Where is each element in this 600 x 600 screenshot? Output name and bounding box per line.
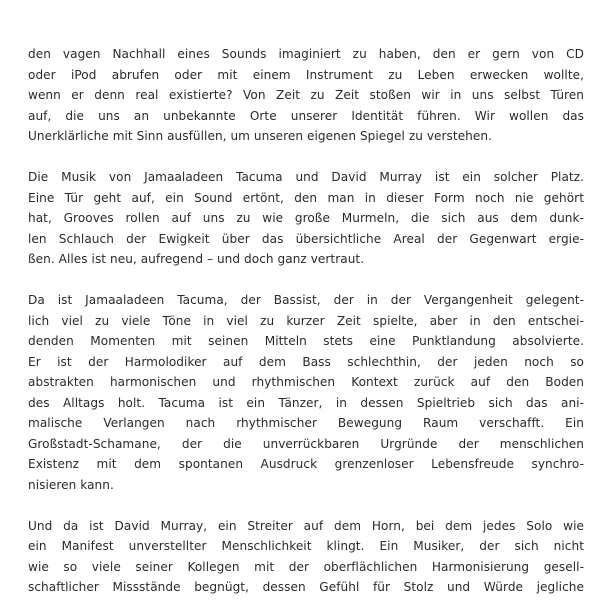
text-line: nisieren kann. [28, 477, 114, 492]
text-line: Existenz mit dem spontanen Ausdruck grenzenloser Lebensfreude synchro- [28, 457, 584, 471]
text-line: abstrakten harmonischen und rhythmischen Kontext zurück auf den Boden [28, 375, 584, 389]
text-line: ein Manifest unverstellter Menschlichkeit klingt. Ein Musiker, der sich nicht [28, 539, 584, 553]
body-text [28, 44, 584, 600]
text-line: Da ist Jamaaladeen Tacuma, der Bassist, der in der Vergangenheit gelegent- [28, 293, 584, 307]
text-line: Unerklärliche mit Sinn ausfüllen, um unseren eigenen Spiegel zu verstehen. [28, 129, 492, 143]
paragraph-3 [28, 290, 584, 495]
text-line: den vagen Nachhall eines Sounds imaginiert zu haben, den er gern von CD [28, 47, 584, 61]
text-line: malische Verlangen nach rhythmischer Bewegung Raum verschafft. Ein [28, 416, 584, 430]
text-line: oder iPod abrufen oder mit einem Instrument zu Leben erwecken wollte, [28, 67, 584, 82]
text-line: Und da ist David Murray, ein Streiter auf dem Horn, bei dem jedes Solo wie [28, 518, 584, 533]
text-line: denden Momenten mit seinen Mitteln stets eine Punktlandung absolvierte. [28, 334, 584, 348]
text-line: Eine Tür geht auf, ein Sound ertönt, den man in dieser Form noch nie gehört [28, 190, 584, 205]
paragraph-2 [28, 167, 584, 270]
text-line: hat, Grooves rollen auf uns zu wie große Murmeln, die sich aus dem dunk- [28, 211, 584, 225]
text-line: schaftlicher Missstände begnügt, dessen Gefühl für Stolz und Würde jegliche [28, 580, 584, 594]
text-line: ßen. Alles ist neu, aufregend – und doch ganz vertraut. [28, 252, 365, 266]
text-line: wenn er denn real existierte? Von Zeit zu Zeit stoßen wir in uns selbst Türen [28, 88, 584, 102]
text-line: Er ist der Harmolodiker auf dem Bass schlechthin, der jeden noch so [28, 354, 584, 369]
text-line: Großstadt-Schamane, der die unverrückbaren Urgründe der menschlichen [28, 436, 584, 451]
text-line: wie so viele seiner Kollegen mit der oberflächlichen Harmonisierung gesell- [28, 559, 584, 574]
text-line: len Schlauch der Ewigkeit über das übersichtliche Areal der Gegenwart ergie- [28, 231, 584, 246]
text-line: lich viel zu viele Töne in viel zu kurzer Zeit spielte, aber in den entschei- [28, 313, 584, 328]
paragraph-1 [28, 44, 584, 147]
text-line: auf, die uns an unbekannte Orte unserer Identität führen. Wir wollen das [28, 108, 584, 123]
text-line: des Alltags holt. Tacuma ist ein Tänzer, in dessen Spieltrieb sich das ani- [28, 395, 584, 410]
text-line: Die Musik von Jamaaladeen Tacuma und David Murray ist ein solcher Platz. [28, 170, 584, 184]
paragraph-4 [28, 516, 584, 598]
